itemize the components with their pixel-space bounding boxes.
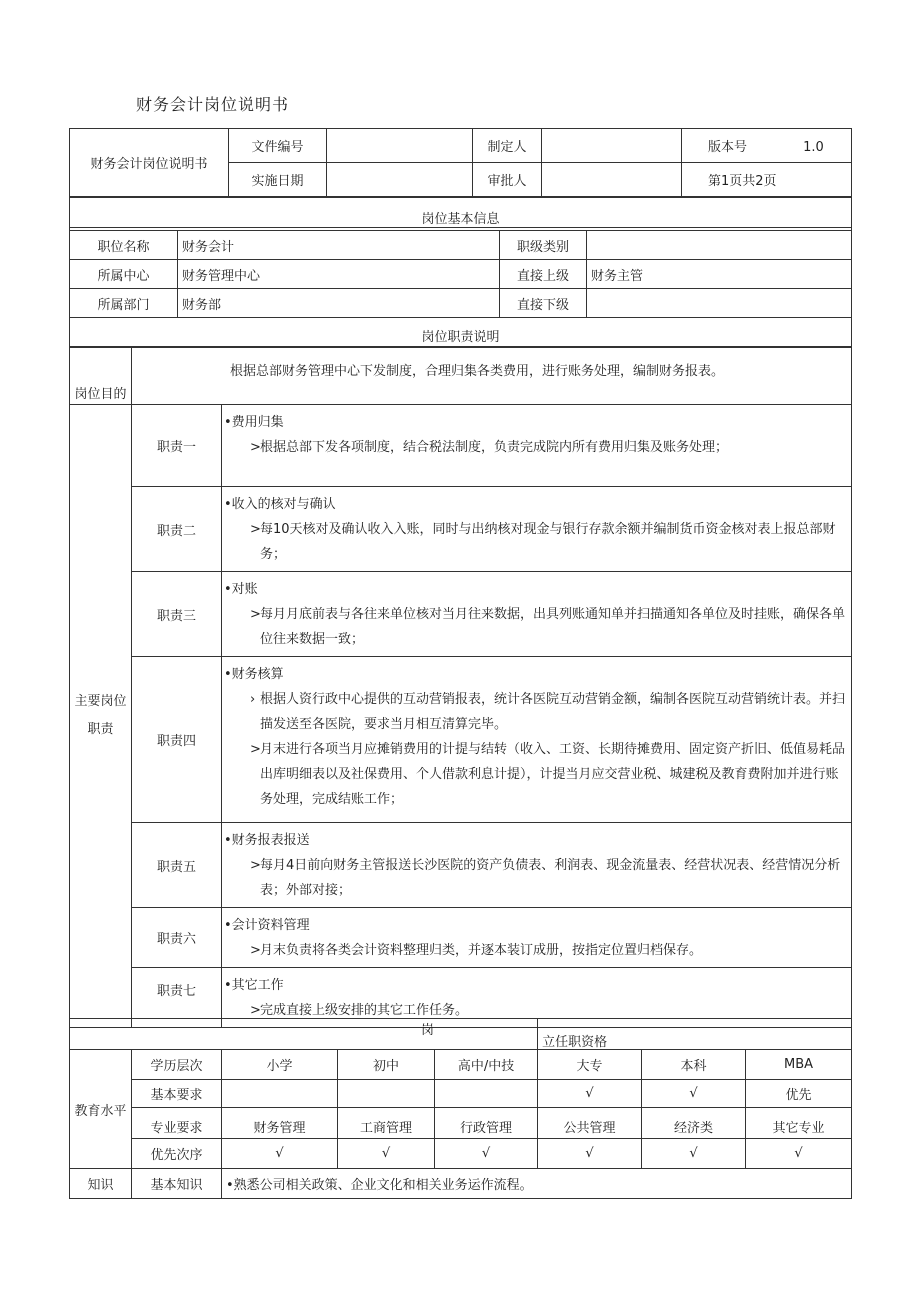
basic-knowledge-value: •熟悉公司相关政策、企业文化和相关业务运作流程。 — [222, 1169, 852, 1199]
duty-content — [222, 572, 852, 657]
duty-detail-text: 月末进行各项当月应摊销费用的计提与结转（收入、工资、长期待摊费用、固定资产折旧、低值易耗品出库明细表以及社保费用、个人借款利息计提），计提当月应交营业税、城建税及教育费附加并进行账务处理，完成结账工作； — [260, 742, 846, 807]
dept-value: 财务部 — [178, 289, 500, 318]
approver-value[interactable] — [542, 163, 682, 197]
duty-label: 职责二 — [132, 487, 222, 572]
approver-label: 审批人 — [473, 163, 542, 197]
basic-req-value — [222, 1080, 338, 1108]
qualification-title — [70, 1019, 538, 1050]
priority-value: √ — [338, 1139, 435, 1169]
basic-req-label: 基本要求 — [132, 1080, 222, 1108]
basic-req-value: √ — [538, 1080, 642, 1108]
degree-label: 学历层次 — [132, 1050, 222, 1080]
duty-content — [222, 657, 852, 823]
degree: 高中/中技 — [435, 1050, 538, 1080]
maker-value[interactable] — [542, 129, 682, 163]
duty-detail: >月末负责将各类会计资料整理归类，并逐本装订成册，按指定位置归档保存。 — [250, 943, 703, 958]
basic-req-value — [338, 1080, 435, 1108]
file-no-label: 文件编号 — [229, 129, 327, 163]
duty-detail: >每10天核对及确认收入入账，同时与出纳核对现金与银行存款余额并编制货币资金核对表上报总部财务； — [250, 522, 836, 562]
basic-req-value: 优先 — [746, 1080, 852, 1108]
duty-content — [222, 487, 852, 572]
purpose-text: 根据总部财务管理中心下发制度，合理归集各类费用，进行账务处理，编制财务报表。 — [132, 347, 852, 405]
basic-knowledge-label: 基本知识 — [132, 1169, 222, 1199]
basic-req-value: √ — [642, 1080, 746, 1108]
job-name-value: 财务会计 — [178, 231, 500, 260]
level-value — [587, 231, 852, 260]
duty-label: 职责五 — [132, 823, 222, 908]
basic-info-table — [69, 197, 852, 348]
priority-value: √ — [435, 1139, 538, 1169]
qualification-title-a: 岗 — [421, 1023, 435, 1038]
duty-detail: >月末进行各项当月应摊销费用的计提与结转（收入、工资、长期待摊费用、固定资产折旧、低值易耗品出库明细表以及社保费用、个人借款利息计提），计提当月应交营业税、城建税及教育费附加并进行账务处理，完成结账工作； — [250, 742, 846, 807]
purpose-label: 岗位目的 — [70, 347, 132, 405]
duty-title: •费用归集 — [224, 415, 284, 430]
duty-detail-text: 每月4日前向财务主管报送长沙医院的资产负债表、利润表、现金流量表、经营状况表、经营情况分析表；外部对接； — [260, 858, 841, 898]
duty-detail-text: 完成直接上级安排的其它工作任务。 — [260, 1003, 469, 1018]
duty-detail: › 根据人资行政中心提供的互动营销报表，统计各医院互动营销金额，编制各医院互动营销统计表。并扫描发送至各医院，要求当月相互清算完毕。 — [250, 692, 846, 732]
duty-content — [222, 823, 852, 908]
edu-label: 教育水平 — [70, 1050, 132, 1169]
duty-title: •财务核算 — [224, 667, 284, 682]
duty-title: •会计资料管理 — [224, 918, 310, 933]
duty-label: 职责七 — [132, 968, 222, 1028]
level-label: 职级类别 — [500, 231, 587, 260]
duty-content — [222, 908, 852, 968]
version-cell — [682, 129, 852, 163]
qualification-title-b: 立任职资格 — [542, 1034, 608, 1050]
major-label: 专业要求 — [132, 1108, 222, 1139]
degree: 初中 — [338, 1050, 435, 1080]
duty-detail: >每月月底前表与各往来单位核对当月往来数据，出具列账通知单并扫描通知各单位及时挂账，确保各单位往来数据一致； — [250, 607, 846, 647]
duty-title: •其它工作 — [224, 978, 284, 993]
major: 其它专业 — [746, 1108, 852, 1139]
center-label: 所属中心 — [70, 260, 178, 289]
duty-detail: >每月4日前向财务主管报送长沙医院的资产负债表、利润表、现金流量表、经营状况表、经营情况分析表；外部对接； — [250, 858, 841, 898]
major: 行政管理 — [435, 1108, 538, 1139]
dept-label: 所属部门 — [70, 289, 178, 318]
job-name-label: 职位名称 — [70, 231, 178, 260]
impl-date-value[interactable] — [327, 163, 473, 197]
main-duties-label-line1: 主要岗位 — [74, 694, 127, 709]
major: 财务管理 — [222, 1108, 338, 1139]
page-info: 第1页共2页 — [682, 163, 852, 197]
degree: 小学 — [222, 1050, 338, 1080]
priority-value: √ — [222, 1139, 338, 1169]
priority-label: 优先次序 — [132, 1139, 222, 1169]
duty-label: 职责三 — [132, 572, 222, 657]
duty-detail-text: 月末负责将各类会计资料整理归类，并逐本装订成册，按指定位置归档保存。 — [260, 943, 703, 958]
basic-section-title: 岗位基本信息 — [70, 198, 852, 231]
main-duties-label-line2: 职责 — [87, 722, 114, 737]
main-duties-label — [70, 405, 132, 1028]
degree: 大专 — [538, 1050, 642, 1080]
major: 经济类 — [642, 1108, 746, 1139]
priority-value: √ — [642, 1139, 746, 1169]
duty-title: •对账 — [224, 582, 258, 597]
doc-name-cell: 财务会计岗位说明书 — [70, 129, 229, 197]
degree: MBA — [746, 1050, 852, 1080]
duties-table — [69, 346, 852, 1028]
superior-value: 财务主管 — [587, 260, 852, 289]
subordinate-value — [587, 289, 852, 318]
duty-content — [222, 405, 852, 487]
duty-label: 职责四 — [132, 657, 222, 823]
duty-title: •收入的核对与确认 — [224, 497, 336, 512]
duty-detail-text: 根据总部下发各项制度，结合税法制度，负责完成院内所有费用归集及账务处理； — [260, 440, 729, 455]
document-title: 财务会计岗位说明书 — [136, 95, 290, 114]
version-value: 1.0 — [803, 140, 824, 155]
major: 工商管理 — [338, 1108, 435, 1139]
duty-detail-text: 根据人资行政中心提供的互动营销报表，统计各医院互动营销金额，编制各医院互动营销统计表。并扫描发送至各医院，要求当月相互清算完毕。 — [260, 692, 846, 732]
duty-detail-text: 每10天核对及确认收入入账，同时与出纳核对现金与银行存款余额并编制货币资金核对表上报总部财务； — [260, 522, 836, 562]
duties-section-title: 岗位职责说明 — [70, 318, 852, 348]
superior-label: 直接上级 — [500, 260, 587, 289]
major: 公共管理 — [538, 1108, 642, 1139]
center-value: 财务管理中心 — [178, 260, 500, 289]
impl-date-label: 实施日期 — [229, 163, 327, 197]
duty-detail: >根据总部下发各项制度，结合税法制度，负责完成院内所有费用归集及账务处理； — [250, 440, 729, 455]
qualification-title-cell — [538, 1019, 852, 1050]
maker-label: 制定人 — [473, 129, 542, 163]
knowledge-label: 知识 — [70, 1169, 132, 1199]
subordinate-label: 直接下级 — [500, 289, 587, 318]
qualification-table — [69, 1018, 852, 1199]
duty-title: •财务报表报送 — [224, 833, 310, 848]
priority-value: √ — [538, 1139, 642, 1169]
duty-label: 职责一 — [132, 405, 222, 487]
file-no-value[interactable] — [327, 129, 473, 163]
duty-detail-text: 每月月底前表与各往来单位核对当月往来数据，出具列账通知单并扫描通知各单位及时挂账，确保各单位往来数据一致； — [260, 607, 846, 647]
priority-value: √ — [746, 1139, 852, 1169]
duty-detail: >完成直接上级安排的其它工作任务。 — [250, 1003, 469, 1018]
version-label: 版本号 — [708, 140, 748, 155]
duty-label: 职责六 — [132, 908, 222, 968]
degree: 本科 — [642, 1050, 746, 1080]
basic-req-value — [435, 1080, 538, 1108]
